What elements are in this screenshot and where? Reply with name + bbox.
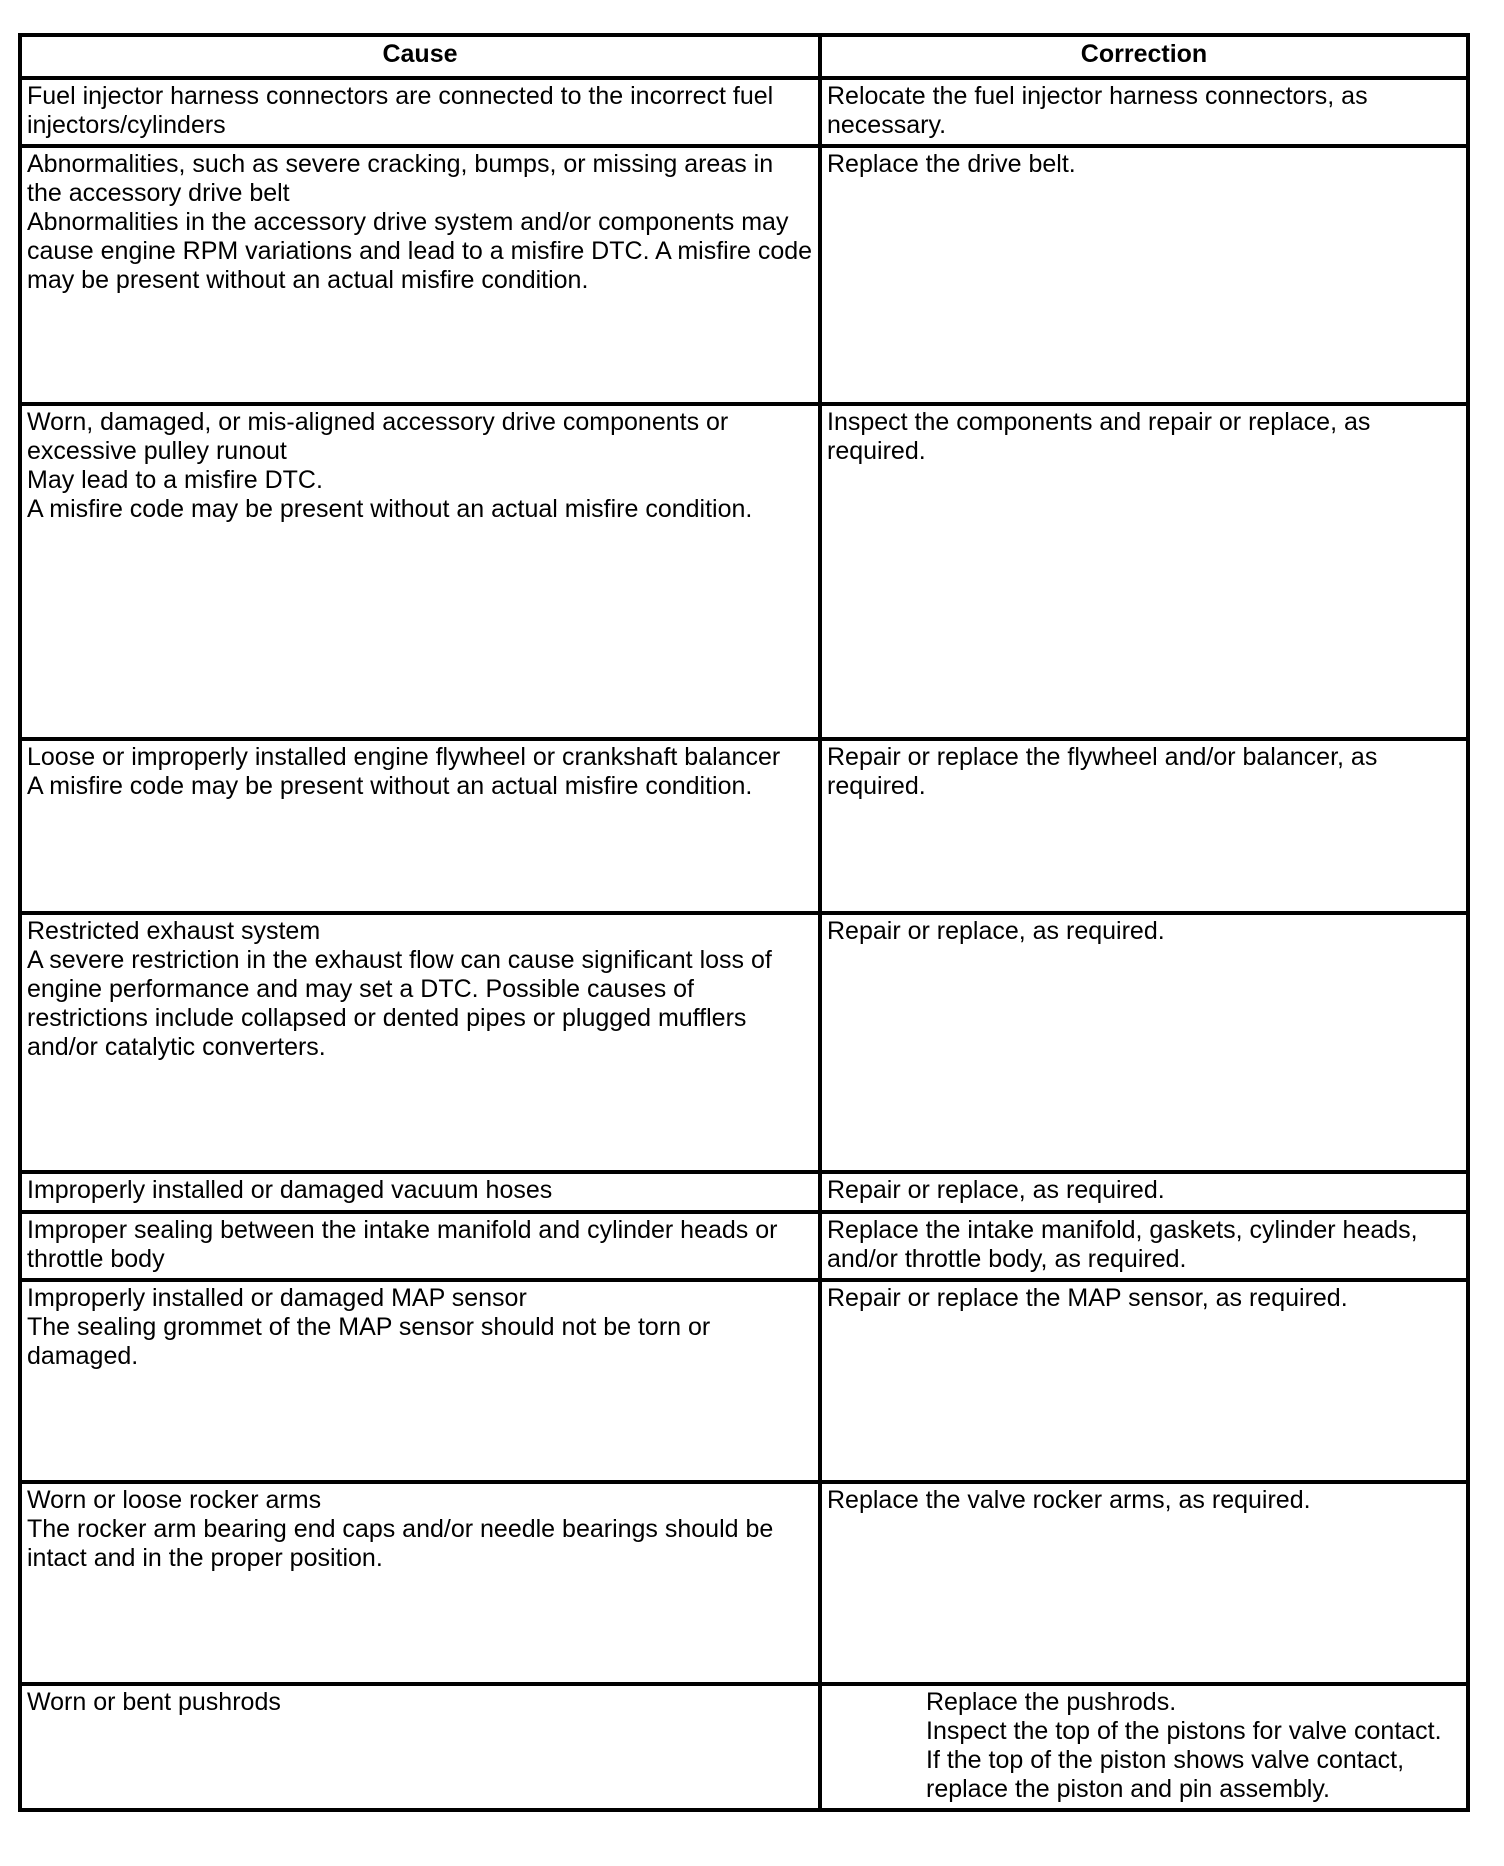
- correction-text: Repair or replace the flywheel and/or balancer, as required.: [827, 743, 1378, 800]
- table-row: [20, 1172, 1468, 1212]
- correction-text: Inspect the components and repair or replace, as required.: [827, 408, 1371, 465]
- correction-cell: [820, 913, 1468, 1172]
- cause-note: A misfire code may be present without an actual misfire condition.: [27, 772, 753, 800]
- cause-cell: [20, 1172, 820, 1212]
- cause-text: Worn, damaged, or mis-aligned accessory drive components or excessive pulley runout: [27, 408, 729, 465]
- correction-cell: [820, 1212, 1468, 1280]
- cause-header: Cause: [20, 35, 820, 78]
- cause-text: Improper sealing between the intake manifold and cylinder heads or throttle body: [27, 1216, 778, 1273]
- table-row: [20, 739, 1468, 913]
- correction-cell: [820, 739, 1468, 913]
- correction-text: Replace the pushrods.: [926, 1688, 1177, 1716]
- cause-text: Loose or improperly installed engine flywheel or crankshaft balancer: [27, 743, 781, 771]
- correction-text: Replace the intake manifold, gaskets, cylinder heads, and/or throttle body, as required.: [827, 1216, 1418, 1273]
- cause-text: Restricted exhaust system: [27, 917, 321, 945]
- table-row: [20, 78, 1468, 146]
- correction-cell: [820, 1482, 1468, 1684]
- cause-cell: [20, 1684, 820, 1810]
- cause-cell: [20, 1280, 820, 1482]
- table-row: [20, 1684, 1468, 1810]
- cause-cell: [20, 404, 820, 739]
- cause-note: Abnormalities in the accessory drive system and/or components may cause engine RPM variations and lead to a misfire DTC. A misfire code may be present without an actual misfire condition.: [27, 208, 813, 294]
- correction-cell: [820, 404, 1468, 739]
- cause-text: Improperly installed or damaged vacuum hoses: [27, 1176, 553, 1204]
- cause-cell: [20, 739, 820, 913]
- correction-header: Correction: [820, 35, 1468, 78]
- cause-cell: [20, 146, 820, 404]
- header-row: [20, 35, 1468, 78]
- cause-text: Fuel injector harness connectors are connected to the incorrect fuel injectors/cylinders: [27, 82, 774, 139]
- correction-cell: [820, 78, 1468, 146]
- cause-text: Worn or loose rocker arms: [27, 1486, 322, 1514]
- correction-cell: [820, 1684, 1468, 1810]
- correction-text: Replace the drive belt.: [827, 150, 1076, 178]
- table-row: [20, 1482, 1468, 1684]
- correction-cell: [820, 146, 1468, 404]
- cause-note: May lead to a misfire DTC.: [27, 466, 323, 494]
- correction-text: Repair or replace, as required.: [827, 917, 1165, 945]
- cause-note: A severe restriction in the exhaust flow can cause significant loss of engine performance and may set a DTC. Possible causes of restrictions include collapsed or dented pipes or plugged mufflers and/or catalytic converters.: [27, 946, 772, 1061]
- correction-text: Relocate the fuel injector harness connectors, as necessary.: [827, 82, 1368, 139]
- correction-cell: [820, 1172, 1468, 1212]
- cause-cell: [20, 1212, 820, 1280]
- cause-text: Improperly installed or damaged MAP sensor: [27, 1284, 527, 1312]
- cause-note-2: A misfire code may be present without an actual misfire condition.: [27, 495, 753, 523]
- table-row: [20, 404, 1468, 739]
- cause-text: Worn or bent pushrods: [27, 1688, 281, 1716]
- correction-cell: [820, 1280, 1468, 1482]
- correction-text: Replace the valve rocker arms, as required.: [827, 1486, 1311, 1514]
- cause-text: Abnormalities, such as severe cracking, bumps, or missing areas in the accessory drive belt: [27, 150, 774, 207]
- correction-text: Repair or replace the MAP sensor, as required.: [827, 1284, 1348, 1312]
- diagnostic-table: [18, 33, 1470, 1812]
- table-row: [20, 1280, 1468, 1482]
- cause-cell: [20, 913, 820, 1172]
- table-row: [20, 1212, 1468, 1280]
- correction-text-2: Inspect the top of the pistons for valve contact. If the top of the piston shows valve contact, replace the piston and pin assembly.: [926, 1717, 1442, 1803]
- cause-cell: [20, 78, 820, 146]
- cause-note: The sealing grommet of the MAP sensor should not be torn or damaged.: [27, 1313, 711, 1370]
- cause-note: The rocker arm bearing end caps and/or needle bearings should be intact and in the proper position.: [27, 1515, 774, 1572]
- table-row: [20, 146, 1468, 404]
- table-row: [20, 913, 1468, 1172]
- cause-cell: [20, 1482, 820, 1684]
- correction-text: Repair or replace, as required.: [827, 1176, 1165, 1204]
